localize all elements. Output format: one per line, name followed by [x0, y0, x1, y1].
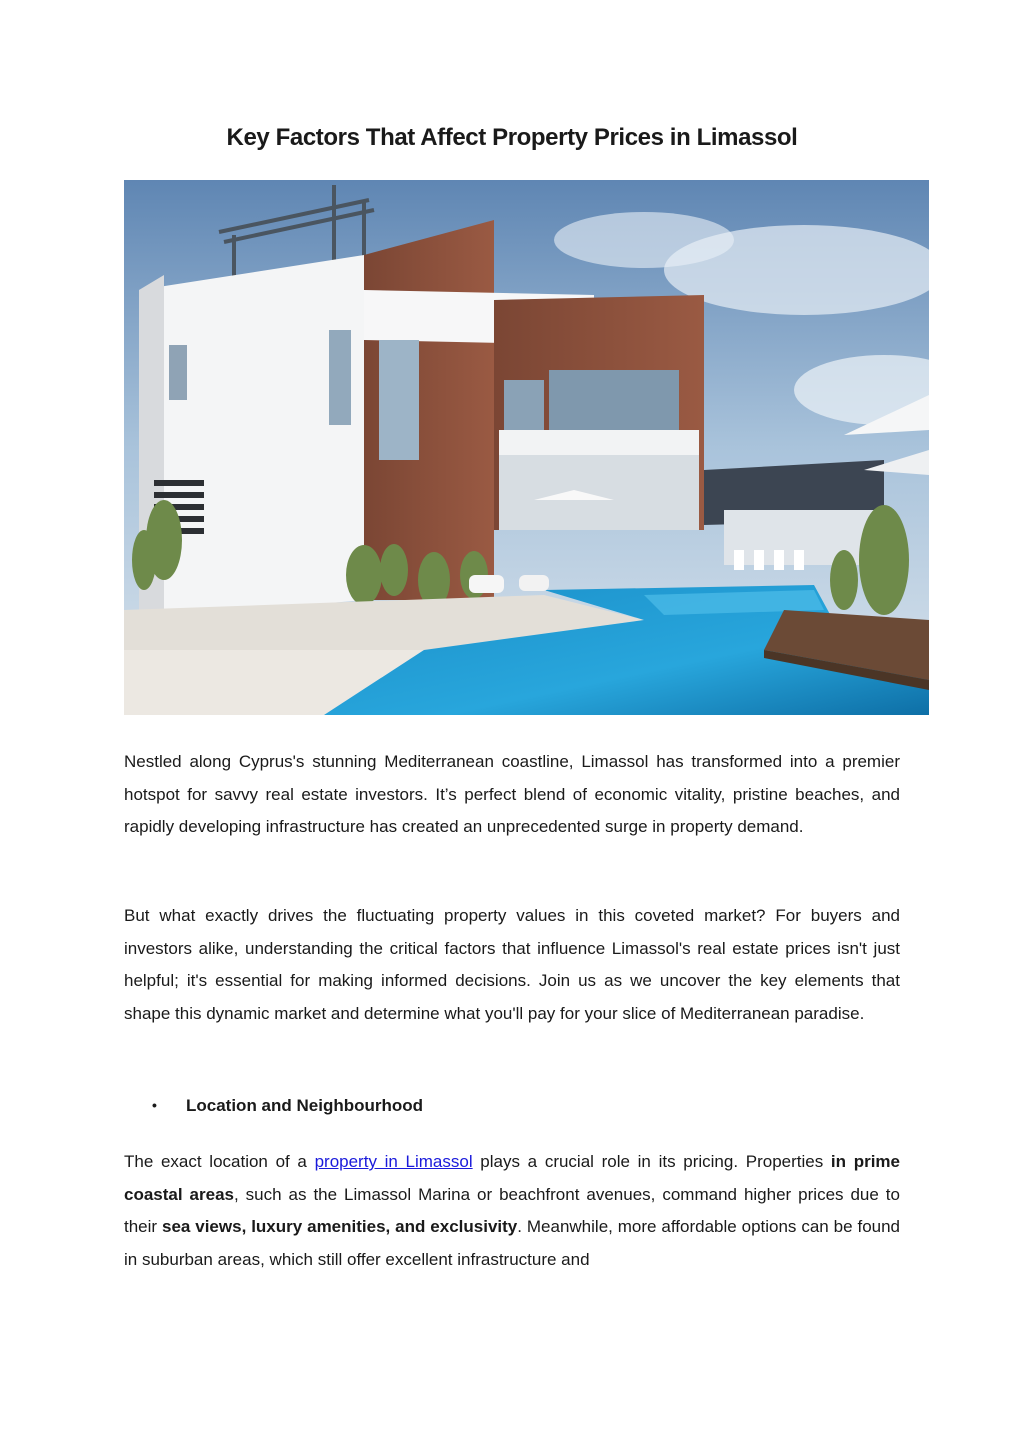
location-bold-1: in prime coastal areas [124, 1152, 900, 1204]
location-text-4: . Meanwhile, more affordable options can be found in suburban areas, which still offer excellent infrastructure and [124, 1217, 901, 1269]
section-heading [152, 1089, 423, 1122]
location-text-3: , such as the Limassol Marina or beachfront avenues, command higher prices due to their [124, 1184, 900, 1236]
document-title: Key Factors That Affect Property Prices in Limassol [226, 124, 798, 151]
location-text-2: plays a crucial role in its pricing. Properties [472, 1152, 831, 1171]
bullet-icon: • [152, 1097, 157, 1113]
location-paragraph [124, 1146, 900, 1276]
hero-image [124, 180, 929, 715]
property-link[interactable]: property in Limassol [314, 1152, 473, 1171]
property-photo-icon [124, 180, 929, 715]
location-bold-2: sea views, luxury amenities, and exclusivity [161, 1217, 518, 1236]
question-paragraph: But what exactly drives the fluctuating property values in this coveted market? For buyers and investors alike, understanding the critical factors that influence Limassol's real estate prices isn't just helpful; it's essential for making informed decisions. Join us as we uncover the key elements that shape this dynamic market and determine what you'll pay for your slice of Mediterranean paradise. [124, 906, 900, 1023]
location-text-1: The exact location of a [124, 1152, 315, 1171]
intro-paragraph: Nestled along Cyprus's stunning Mediterranean coastline, Limassol has transformed into a premier hotspot for savvy real estate investors. It’s perfect blend of economic vitality, pristine beaches, and rapidly developing infrastructure has created an unprecedented surge in property demand. [124, 752, 900, 836]
section-heading-text: Location and Neighbourhood [186, 1096, 424, 1115]
